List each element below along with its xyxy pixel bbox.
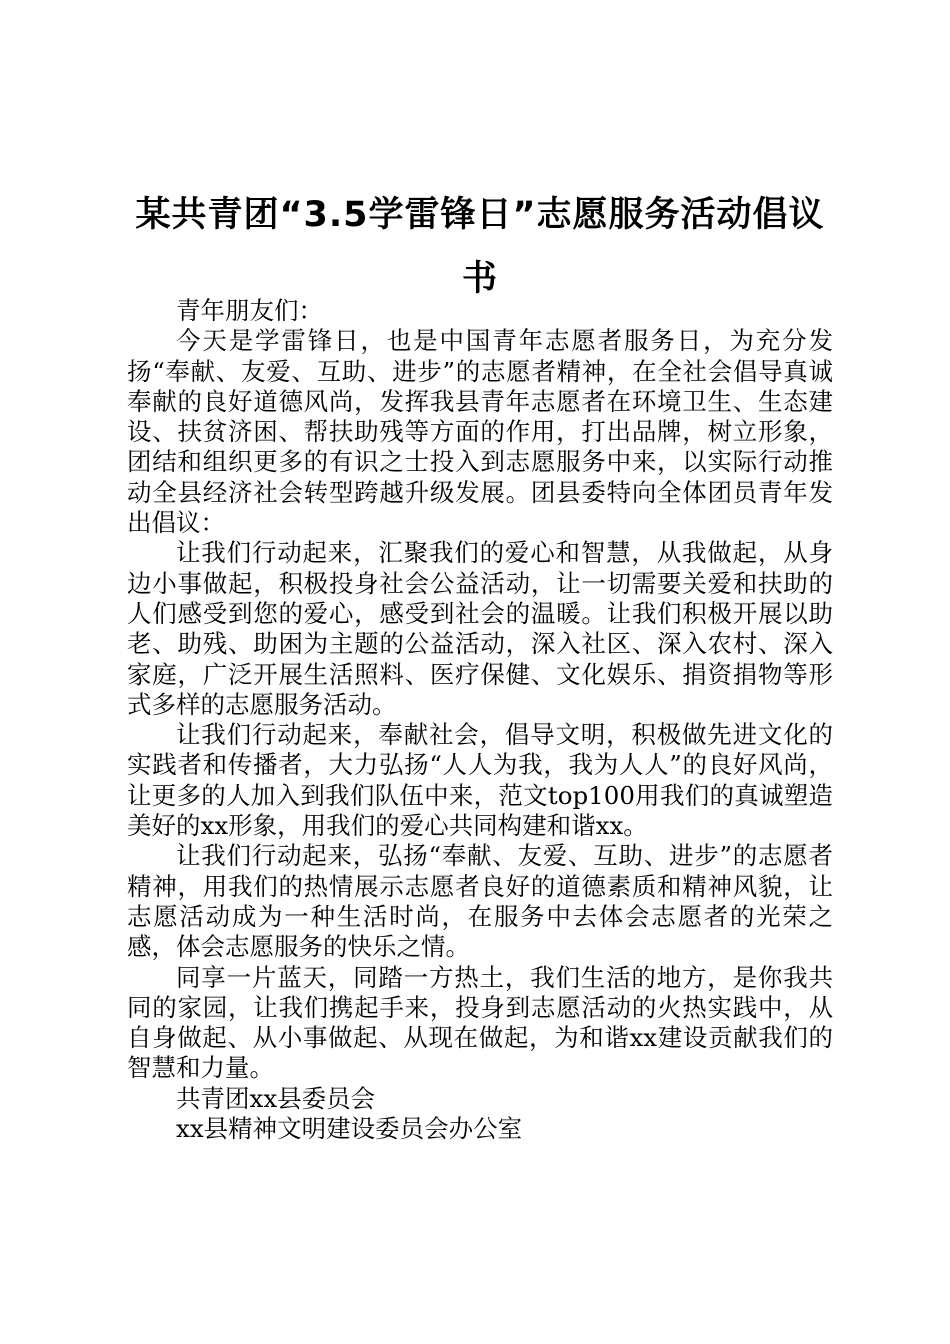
paragraph-3: 让我们行动起来，奉献社会，倡导文明，积极做先进文化的实践者和传播者，大力弘扬“人人为我，我为人人”的良好风尚，让更多的人加入到我们队伍中来，范文top100用我们的真诚塑造美好的xx形象，用我们的爱心共同构建和谐xx。 bbox=[127, 720, 833, 841]
paragraph-2: 让我们行动起来，汇聚我们的爱心和智慧，从我做起，从身边小事做起，积极投身社会公益活动，让一切需要关爱和扶助的人们感受到您的爱心，感受到社会的温暖。让我们积极开展以助老、助残、助困为主题的公益活动，深入社区、深入农村、深入家庭，广泛开展生活照料、医疗保健、文化娱乐、捐资捐物等形式多样的志愿服务活动。 bbox=[127, 538, 833, 719]
document-body bbox=[127, 296, 833, 1144]
document-title: 某共青团“3.5学雷锋日”志愿服务活动倡议书 bbox=[135, 195, 825, 299]
signature-2: xx县精神文明建设委员会办公室 bbox=[176, 1114, 523, 1144]
greeting: 青年朋友们： bbox=[176, 296, 323, 325]
paragraph-4: 让我们行动起来，弘扬“奉献、友爱、互助、进步”的志愿者精神，用我们的热情展示志愿者良好的道德素质和精神风貌，让志愿活动成为一种生活时尚，在服务中去体会志愿者的光荣之感，体会志愿服务的快乐之情。 bbox=[127, 841, 833, 962]
paragraph-1: 今天是学雷锋日，也是中国青年志愿者服务日，为充分发扬“奉献、友爱、互助、进步”的志愿者精神，在全社会倡导真诚奉献的良好道德风尚，发挥我县青年志愿者在环境卫生、生态建设、扶贫济困、帮扶助残等方面的作用，打出品牌，树立形象，团结和组织更多的有识之士投入到志愿服务中来，以实际行动推动全县经济社会转型跨越升级发展。团县委特向全体团员青年发出倡议： bbox=[127, 326, 833, 538]
paragraph-5: 同享一片蓝天，同踏一方热土，我们生活的地方，是你我共同的家园，让我们携起手来，投身到志愿活动的火热实践中，从自身做起、从小事做起、从现在做起，为和谐xx建设贡献我们的智慧和力量。 bbox=[127, 962, 833, 1083]
signature-1: 共青团xx县委员会 bbox=[176, 1083, 376, 1113]
